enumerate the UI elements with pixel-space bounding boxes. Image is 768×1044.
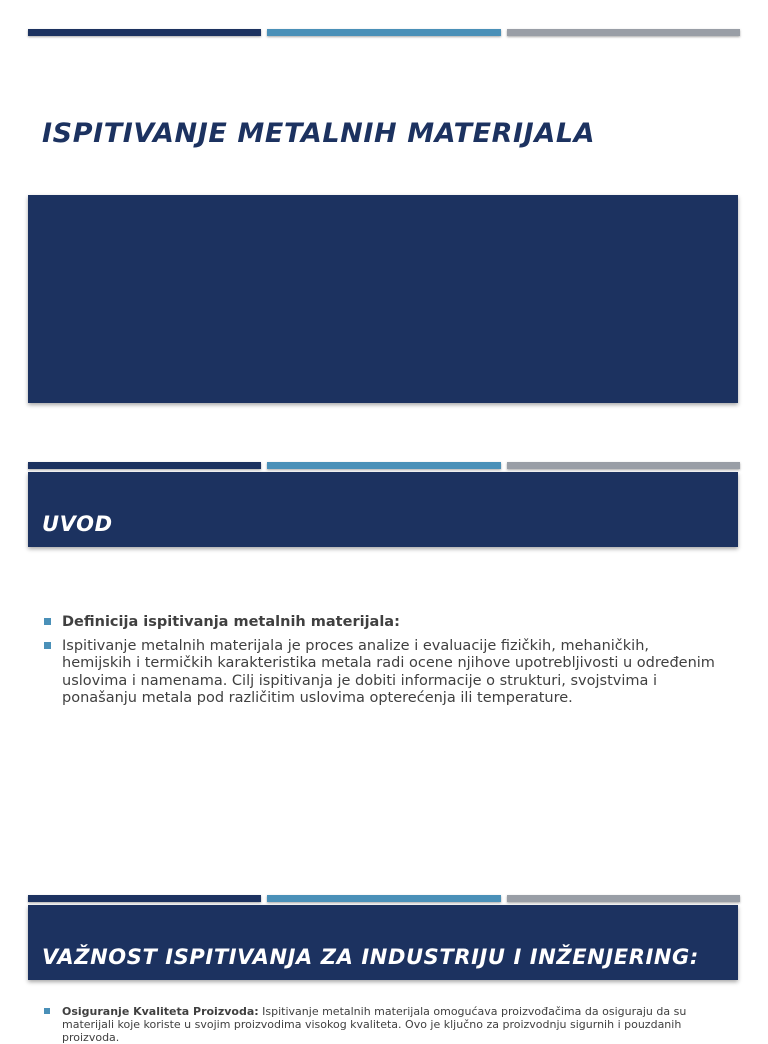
stripe-gray [507,462,740,469]
stripe-navy [28,29,261,36]
bullet-square-icon [44,642,51,649]
uvod-heading: UVOD [42,512,113,536]
definition-label: Definicija ispitivanja metalnih materijala: [62,614,400,630]
list-item [42,638,722,708]
uvod-bullet-list [42,614,722,714]
bullet-square-icon [44,1008,50,1014]
bullet-square-icon [44,618,51,625]
title-slide-banner [28,195,738,403]
vaznost-header-bar [28,905,738,980]
stripe-blue [267,895,500,902]
stripe-blue [267,462,500,469]
vaznost-heading: VAŽNOST ISPITIVANJA ZA INDUSTRIJU I INŽENJERING: [42,945,699,969]
quality-text: Ispitivanje metalnih materijala omogućava proizvođačima da osiguraju da su materijali koje koriste u svojim proizvodima visokog kvaliteta. Ovo je ključno za proizvodnju sigurnih i pouzdanih proizvoda. [62,1005,687,1044]
stripe-blue [267,29,500,36]
quality-label: Osiguranje Kvaliteta Proizvoda: [62,1005,259,1018]
slide-title: ISPITIVANJE METALNIH MATERIJALA [42,118,596,149]
stripe-navy [28,895,261,902]
definition-text: Ispitivanje metalnih materijala je proces analize i evaluacije fizičkih, mehaničkih, hemijskih i termičkih karakteristika metala radi ocene njihove upotrebljivosti u određenim uslovima i namenama. Cilj ispitivanja je dobiti informacije o strukturi, svojstvima i ponašanju metala pod različitim uslovima opterećenja ili temperature. [62,637,715,706]
accent-stripes-vaznost [28,895,740,902]
accent-stripes-top [28,29,740,36]
stripe-gray [507,29,740,36]
stripe-navy [28,462,261,469]
accent-stripes-uvod [28,462,740,469]
uvod-header-bar [28,472,738,547]
stripe-gray [507,895,740,902]
list-item [42,1005,722,1044]
list-item [42,614,722,632]
vaznost-bullet-list [42,1005,722,1044]
